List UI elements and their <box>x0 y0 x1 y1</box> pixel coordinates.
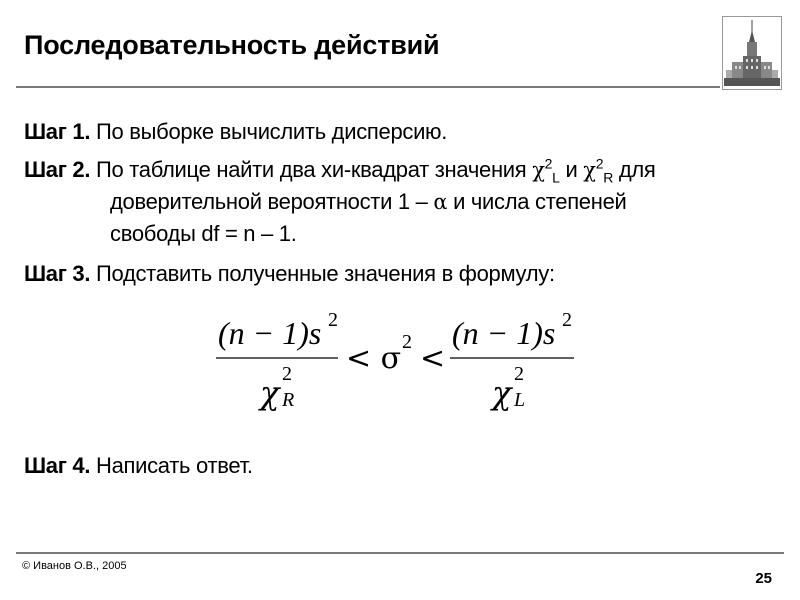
left-denominator-sub: R <box>282 389 295 411</box>
alpha-symbol: α <box>433 190 448 214</box>
right-denominator-exp: 2 <box>514 363 524 385</box>
step-3 <box>24 258 555 290</box>
step-2-label: Шаг 2. <box>24 157 91 182</box>
step-1-label: Шаг 1. <box>24 119 91 144</box>
chi-exponent-right: 2 <box>595 155 604 172</box>
step-2-line2-pre: доверительной вероятности 1 – <box>110 189 434 214</box>
university-building-icon <box>722 16 782 90</box>
footer-divider <box>16 552 784 554</box>
right-numerator-exp: 2 <box>562 309 572 331</box>
title-divider <box>16 86 720 88</box>
step-4-label: Шаг 4. <box>24 453 91 478</box>
chi-subscript-r: R <box>603 169 614 186</box>
step-2 <box>24 154 656 250</box>
step-1-text: По выборке вычислить дисперсию. <box>95 119 448 144</box>
left-denominator-chi: χ <box>260 374 280 412</box>
step-2-line2-post: и числа степеней <box>447 189 627 214</box>
step-4 <box>24 450 253 482</box>
step-4-text: Написать ответ. <box>95 453 253 478</box>
sigma-exp: 2 <box>402 331 412 353</box>
middle-sigma: < σ <box>346 341 402 376</box>
left-denominator-exp: 2 <box>282 363 292 385</box>
left-numerator: (n − 1)s <box>218 315 322 351</box>
right-denominator-chi: χ <box>492 374 512 412</box>
right-denominator-sub: L <box>514 389 526 411</box>
step-2-line3: свободы df = n – 1. <box>110 221 297 246</box>
slide-title: Последовательность действий <box>24 30 440 60</box>
step-3-label: Шаг 3. <box>24 261 91 286</box>
copyright-text: © Иванов О.В., 2005 <box>22 560 127 572</box>
step-2-line1-pre: По таблице найти два хи-квадрат значения <box>95 157 533 182</box>
step-3-text: Подставить полученные значения в формулу: <box>95 261 555 286</box>
left-numerator-exp: 2 <box>328 309 338 331</box>
right-less-than: < <box>420 341 446 376</box>
step-2-line1-post: для <box>613 157 656 182</box>
chi-symbol-right: χ <box>583 158 596 182</box>
step-2-and: и <box>559 157 584 182</box>
step-1 <box>24 116 447 148</box>
page-number: 25 <box>755 570 772 587</box>
chi-symbol-left: χ <box>532 158 545 182</box>
confidence-interval-formula <box>210 302 590 422</box>
right-numerator: (n − 1)s <box>452 315 556 351</box>
chi-subscript-l: L <box>552 169 560 186</box>
chi-exponent-left: 2 <box>544 155 553 172</box>
